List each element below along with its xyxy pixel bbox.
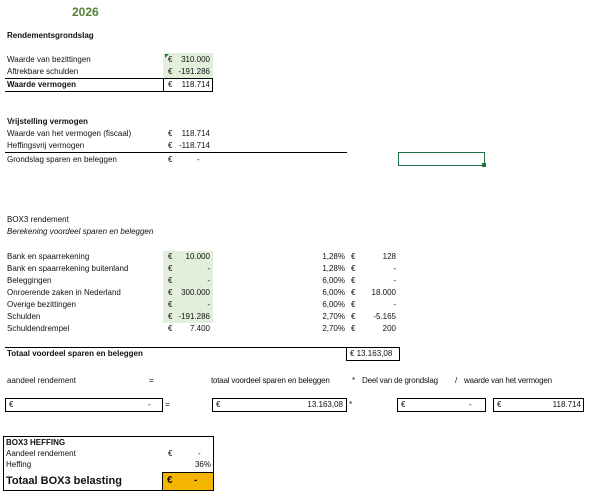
cell-value[interactable]: -191.286: [178, 67, 210, 76]
row-label: Aandeel rendement: [6, 449, 76, 458]
grondslag-title: Rendementsgrondslag: [7, 31, 94, 40]
row-result: 200: [382, 324, 396, 333]
currency-symbol: €: [351, 264, 356, 273]
row-percentage: 1,28%: [322, 264, 345, 273]
row-result: -: [393, 276, 396, 285]
row-result: -: [393, 300, 396, 309]
row-result: 128: [382, 252, 396, 261]
cell-value[interactable]: 36%: [194, 460, 211, 469]
cell-value: 13.163,08: [307, 400, 343, 409]
row-label: Waarde van het vermogen (fiscaal): [7, 129, 132, 138]
row-value[interactable]: -: [207, 264, 210, 273]
currency-symbol: €: [351, 288, 356, 297]
row-percentage: 6,00%: [322, 288, 345, 297]
currency-symbol: €: [167, 475, 173, 486]
totaal-box3-label: Totaal BOX3 belasting: [6, 475, 122, 487]
row-value[interactable]: 10.000: [185, 252, 210, 261]
currency-symbol: €: [351, 324, 356, 333]
currency-symbol: €: [168, 129, 173, 138]
formula-operator: *: [352, 376, 356, 385]
vrijstelling-title: Vrijstelling vermogen: [7, 117, 88, 126]
row-result: 18.000: [371, 288, 396, 297]
formula-label: Deel van de grondslag: [362, 376, 438, 385]
cell-value: -: [194, 475, 198, 486]
row-label: Aftrekbare schulden: [7, 67, 79, 76]
fill-handle[interactable]: [482, 163, 486, 167]
cell-value: 118.714: [181, 80, 210, 89]
divider: [5, 91, 163, 92]
currency-symbol: €: [9, 400, 14, 409]
cell-value: -: [148, 400, 151, 409]
currency-symbol: €: [168, 288, 173, 297]
currency-symbol: €: [168, 55, 173, 64]
currency-symbol: €: [168, 312, 173, 321]
divider: [5, 78, 163, 79]
total-voordeel-cell[interactable]: [346, 347, 400, 361]
total-label: Waarde vermogen: [7, 80, 77, 89]
formula-label: totaal voordeel sparen en beleggen: [211, 376, 330, 385]
row-label: Overige bezittingen: [7, 300, 76, 309]
cell-value[interactable]: -118.714: [179, 141, 210, 150]
currency-symbol: €: [168, 300, 173, 309]
divider: [5, 152, 347, 153]
currency-symbol: €: [216, 400, 221, 409]
heffing-title: BOX3 HEFFING: [6, 438, 66, 447]
formula-label: waarde van het vermogen: [464, 376, 552, 385]
row-label: Waarde van bezittingen: [7, 55, 91, 64]
box3-title: BOX3 rendement: [7, 215, 69, 224]
currency-symbol: €: [168, 276, 173, 285]
total-cell[interactable]: [163, 78, 213, 92]
formula-label: aandeel rendement: [7, 376, 76, 385]
row-label: Heffingsvrij vermogen: [7, 141, 85, 150]
currency-symbol: €: [168, 252, 173, 261]
row-value[interactable]: 7.400: [189, 324, 210, 333]
currency-symbol: €: [497, 400, 502, 409]
currency-symbol: €: [351, 252, 356, 261]
formula-operator: =: [149, 376, 154, 385]
row-percentage: 6,00%: [322, 300, 345, 309]
formula-operator: *: [349, 400, 353, 409]
waarde-vermogen-cell[interactable]: [493, 398, 584, 412]
row-value[interactable]: 300.000: [181, 288, 210, 297]
box3-subtitle: Berekening voordeel sparen en beleggen: [7, 227, 154, 236]
row-percentage: 6,00%: [322, 276, 345, 285]
divider: [5, 347, 347, 348]
row-value[interactable]: -: [207, 300, 210, 309]
selected-cell[interactable]: [398, 152, 485, 166]
row-value[interactable]: -191.286: [178, 312, 210, 321]
currency-symbol: €: [168, 141, 173, 150]
row-label: Grondslag sparen en beleggen: [7, 155, 117, 164]
currency-symbol: €: [168, 264, 173, 273]
formula-operator: =: [165, 400, 170, 409]
currency-symbol: €: [351, 300, 356, 309]
deel-grondslag-cell[interactable]: [397, 398, 486, 412]
row-result: -: [393, 264, 396, 273]
currency-symbol: €: [168, 67, 173, 76]
currency-symbol: €: [351, 276, 356, 285]
row-label: Schulden: [7, 312, 41, 321]
row-value[interactable]: -: [207, 276, 210, 285]
cell-value: -: [469, 400, 472, 409]
row-percentage: 2,70%: [322, 312, 345, 321]
cell-value[interactable]: -: [198, 449, 201, 458]
cell-value: € 13.163,08: [350, 349, 393, 358]
row-percentage: 1,28%: [322, 252, 345, 261]
currency-symbol: €: [168, 449, 173, 458]
currency-symbol: €: [168, 155, 173, 164]
cell-value[interactable]: -: [197, 155, 200, 164]
row-label: Beleggingen: [7, 276, 52, 285]
cell-value: 118.714: [552, 400, 581, 409]
currency-symbol: €: [168, 324, 173, 333]
aandeel-rendement-cell[interactable]: [5, 398, 163, 412]
cell-value[interactable]: 310.000: [181, 55, 210, 64]
currency-symbol: €: [351, 312, 356, 321]
row-label: Bank en spaarrekening buitenland: [7, 264, 129, 273]
row-percentage: 2,70%: [322, 324, 345, 333]
total-voordeel-label: Totaal voordeel sparen en beleggen: [7, 349, 143, 358]
row-label: Heffing: [6, 460, 32, 469]
row-label: Onroerende zaken in Nederland: [7, 288, 121, 297]
currency-symbol: €: [168, 80, 173, 89]
totaal-box3-cell[interactable]: [162, 472, 214, 491]
row-label: Schuldendrempel: [7, 324, 70, 333]
cell-value[interactable]: 118.714: [181, 129, 210, 138]
year-heading: 2026: [72, 5, 99, 19]
currency-symbol: €: [401, 400, 406, 409]
formula-operator: /: [455, 376, 458, 385]
totaal-voordeel-cell[interactable]: [212, 398, 347, 412]
row-result: -5.165: [373, 312, 396, 321]
row-label: Bank en spaarrekening: [7, 252, 90, 261]
